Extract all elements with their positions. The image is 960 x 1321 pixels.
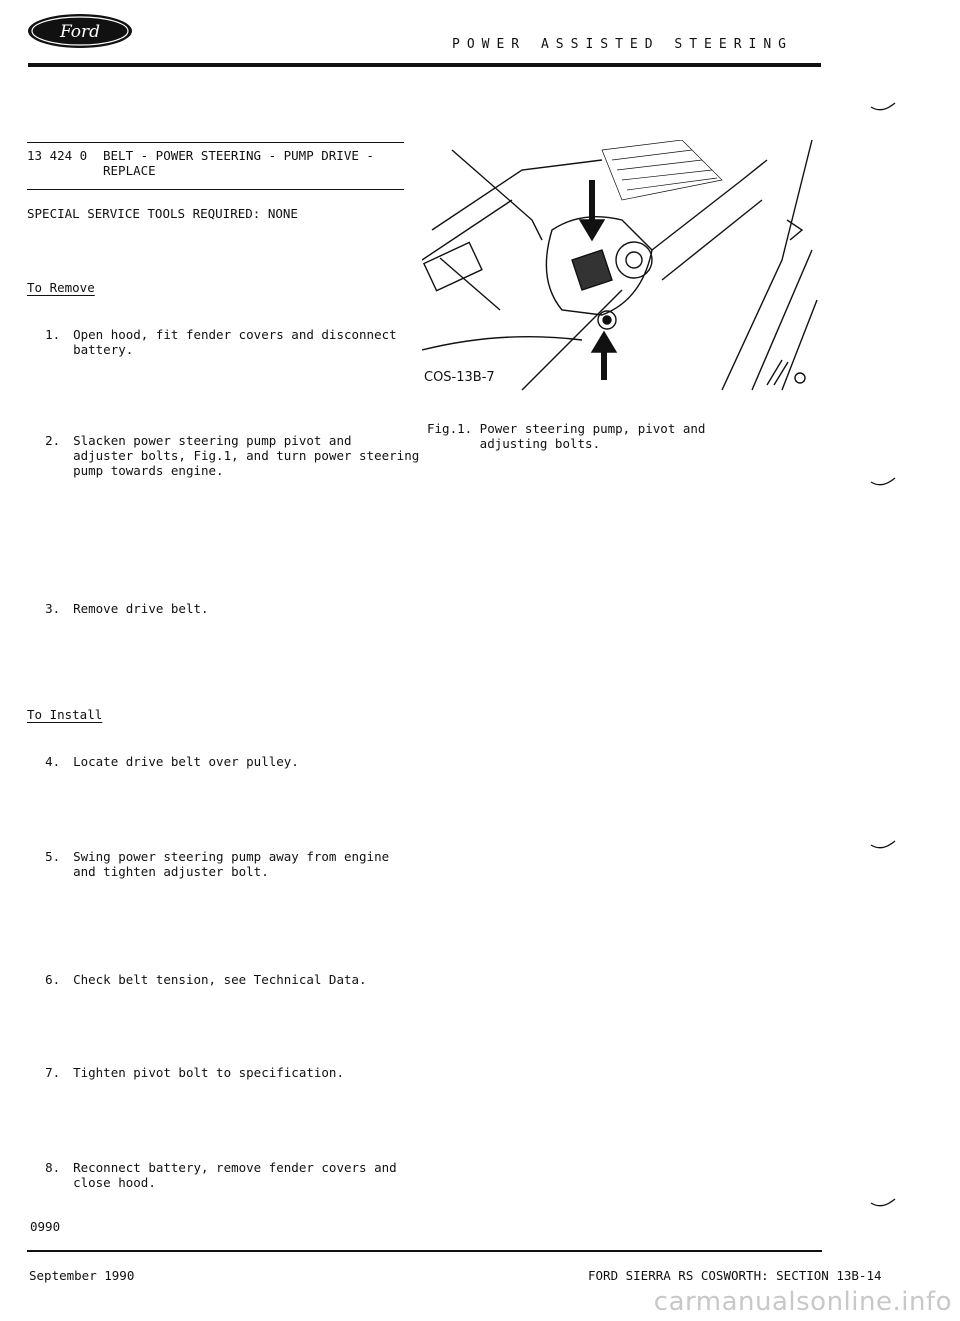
margin-check-mark xyxy=(870,100,896,110)
step-number: 4. xyxy=(45,754,61,769)
footer-rule xyxy=(27,1250,822,1252)
step-number: 7. xyxy=(45,1065,61,1080)
section-top-rule xyxy=(27,142,404,143)
ford-logo xyxy=(26,12,134,50)
margin-check-mark xyxy=(870,475,896,485)
margin-check-mark xyxy=(870,838,896,848)
footer-date: September 1990 xyxy=(29,1268,135,1283)
margin-check-mark xyxy=(870,1196,896,1206)
step-number: 5. xyxy=(45,849,61,864)
step-1 xyxy=(30,312,397,357)
section-title: BELT - POWER STEERING - PUMP DRIVE - REPLACE xyxy=(103,148,374,178)
pump-illustration xyxy=(422,140,822,392)
watermark: carmanualsonline.info xyxy=(653,1287,952,1317)
figure-label: COS-13B-7 xyxy=(424,370,495,385)
step-text: Open hood, fit fender covers and disconnect battery. xyxy=(73,327,397,357)
step-number: 2. xyxy=(45,433,61,448)
step-text: Remove drive belt. xyxy=(73,601,209,616)
step-number: 3. xyxy=(45,601,61,616)
step-8 xyxy=(30,1145,397,1190)
page-header-title: POWER ASSISTED STEERING xyxy=(452,37,794,52)
figure-caption: Fig.1. Power steering pump, pivot and adjusting bolts. xyxy=(427,421,706,451)
step-text: Slacken power steering pump pivot and adjuster bolts, Fig.1, and turn power steering pump towards engine. xyxy=(73,433,420,478)
step-number: 6. xyxy=(45,972,61,987)
step-6 xyxy=(30,957,367,987)
step-2 xyxy=(30,418,419,478)
step-4 xyxy=(30,739,299,769)
install-heading: To Install xyxy=(27,707,103,722)
step-text: Swing power steering pump away from engine and tighten adjuster bolt. xyxy=(73,849,390,879)
step-number: 8. xyxy=(45,1160,61,1175)
header-rule xyxy=(28,63,821,67)
page-code: 0990 xyxy=(30,1219,61,1234)
step-5 xyxy=(30,834,389,879)
step-text: Reconnect battery, remove fender covers and close hood. xyxy=(73,1160,397,1190)
logo-lettering: Ford xyxy=(59,22,101,42)
footer-section-reference: FORD SIERRA RS COSWORTH: SECTION 13B-14 xyxy=(588,1268,882,1283)
section-number: 13 424 0 xyxy=(27,148,88,163)
step-text: Check belt tension, see Technical Data. xyxy=(73,972,367,987)
step-7 xyxy=(30,1050,344,1080)
section-bottom-rule xyxy=(27,189,404,190)
special-tools-line: SPECIAL SERVICE TOOLS REQUIRED: NONE xyxy=(27,206,298,221)
remove-heading: To Remove xyxy=(27,280,95,295)
step-3 xyxy=(30,586,209,616)
step-number: 1. xyxy=(45,327,61,342)
step-text: Locate drive belt over pulley. xyxy=(73,754,299,769)
step-text: Tighten pivot bolt to specification. xyxy=(73,1065,344,1080)
